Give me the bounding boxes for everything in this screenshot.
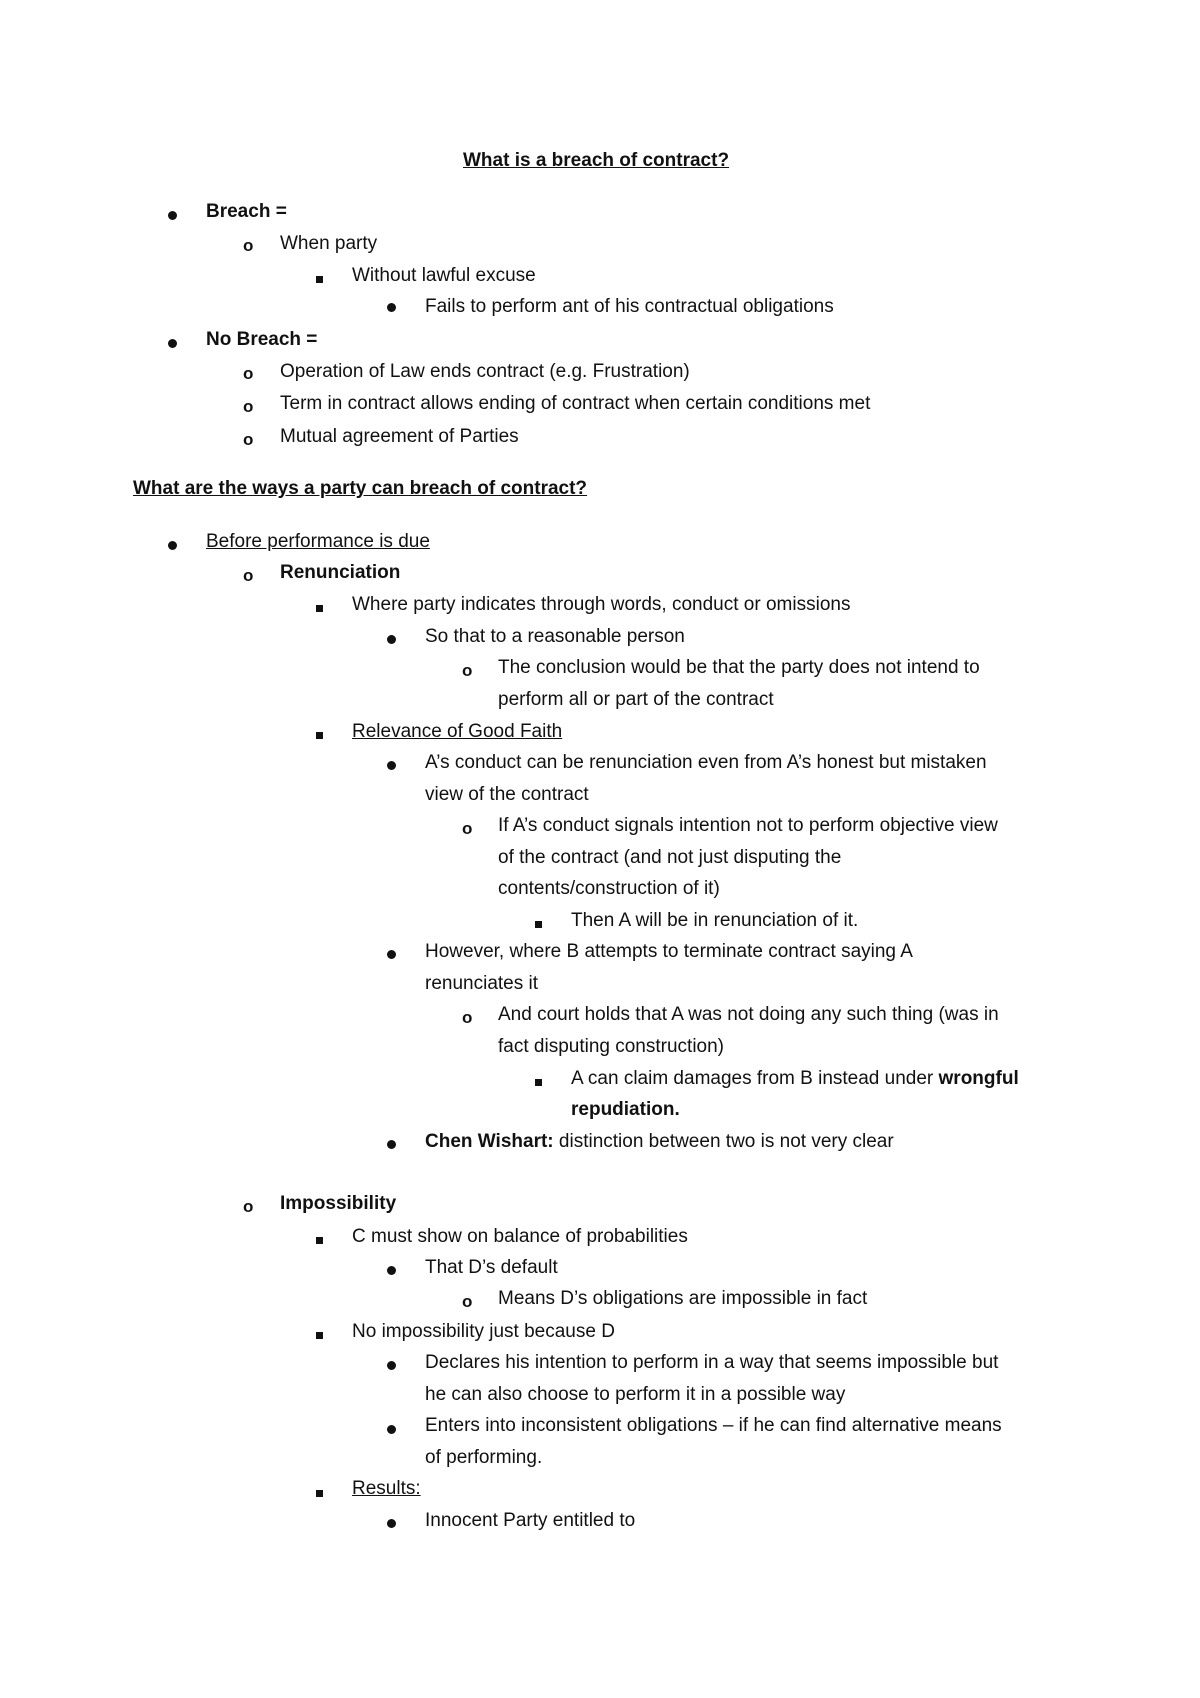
- list-item: A can claim damages from B instead under wrongful: [571, 1068, 1019, 1089]
- breach-label: Breach =: [206, 201, 287, 222]
- list-item: However, where B attempts to terminate contract saying A: [425, 941, 913, 962]
- bullet-square: [316, 722, 323, 746]
- list-item: Before performance is due: [206, 531, 430, 552]
- bullet-dot: [168, 203, 177, 227]
- bullet-dot: [387, 1417, 396, 1441]
- bullet-square: [316, 595, 323, 619]
- list-item: A’s conduct can be renunciation even from A’s honest but mistaken: [425, 752, 987, 773]
- section-heading: What are the ways a party can breach of contract?: [133, 478, 588, 499]
- list-item: Mutual agreement of Parties: [280, 426, 519, 447]
- list-item: Where party indicates through words, conduct or omissions: [352, 594, 851, 615]
- bullet-square: [535, 1069, 542, 1093]
- list-item: No impossibility just because D: [352, 1321, 615, 1342]
- impossibility-label: Impossibility: [280, 1193, 397, 1214]
- bullet-circle: o: [243, 430, 254, 449]
- list-item: Relevance of Good Faith: [352, 721, 563, 742]
- bullet-dot: [168, 331, 177, 355]
- bullet-circle: o: [462, 1292, 473, 1311]
- bullet-dot: [387, 1353, 396, 1377]
- list-item: Means D’s obligations are impossible in fact: [498, 1288, 868, 1309]
- list-item-continued: he can also choose to perform it in a possible way: [425, 1384, 846, 1405]
- list-item-continued: of performing.: [425, 1447, 543, 1468]
- bullet-circle: o: [243, 1197, 254, 1216]
- list-item: C must show on balance of probabilities: [352, 1226, 688, 1247]
- bullet-square: [316, 266, 323, 290]
- list-item: So that to a reasonable person: [425, 626, 685, 647]
- bullet-dot: [387, 1258, 396, 1282]
- bullet-dot: [168, 533, 177, 557]
- bullet-square: [316, 1227, 323, 1251]
- bullet-dot: [387, 1132, 396, 1156]
- page-title: What is a breach of contract?: [463, 150, 730, 171]
- list-item: Enters into inconsistent obligations – if he can find alternative means: [425, 1415, 1002, 1436]
- bullet-circle: o: [243, 236, 254, 255]
- bullet-dot: [387, 753, 396, 777]
- list-item-continued: contents/construction of it): [498, 878, 720, 899]
- list-item: Innocent Party entitled to: [425, 1510, 636, 1531]
- list-item: Results:: [352, 1478, 421, 1499]
- bullet-circle: o: [462, 1008, 473, 1027]
- bullet-circle: o: [462, 819, 473, 838]
- list-item-continued: renunciates it: [425, 973, 539, 994]
- bullet-circle: o: [243, 397, 254, 416]
- renunciation-label: Renunciation: [280, 562, 401, 583]
- list-item: Without lawful excuse: [352, 265, 536, 286]
- list-item: Operation of Law ends contract (e.g. Frustration): [280, 361, 690, 382]
- list-item-continued: repudiation.: [571, 1099, 680, 1120]
- list-item: And court holds that A was not doing any such thing (was in: [498, 1004, 999, 1025]
- bullet-circle: o: [462, 661, 473, 680]
- list-item: Chen Wishart: distinction between two is not very clear: [425, 1131, 894, 1152]
- bullet-circle: o: [243, 566, 254, 585]
- list-item-continued: perform all or part of the contract: [498, 689, 774, 710]
- list-item: Declares his intention to perform in a way that seems impossible but: [425, 1352, 999, 1373]
- list-item-continued: fact disputing construction): [498, 1036, 725, 1057]
- bullet-dot: [387, 627, 396, 651]
- bullet-dot: [387, 1511, 396, 1535]
- list-item: The conclusion would be that the party does not intend to: [498, 657, 980, 678]
- no-breach-label: No Breach =: [206, 329, 318, 350]
- bullet-square: [316, 1322, 323, 1346]
- list-item-continued: view of the contract: [425, 784, 589, 805]
- bullet-dot: [387, 942, 396, 966]
- list-item: Then A will be in renunciation of it.: [571, 910, 859, 931]
- bullet-square: [535, 911, 542, 935]
- bullet-dot: [387, 295, 396, 319]
- bullet-square: [316, 1480, 323, 1504]
- list-item: That D’s default: [425, 1257, 558, 1278]
- list-item-continued: of the contract (and not just disputing the: [498, 847, 842, 868]
- list-item: When party: [280, 233, 378, 254]
- list-item: Term in contract allows ending of contract when certain conditions met: [280, 393, 871, 414]
- bullet-circle: o: [243, 364, 254, 383]
- list-item: Fails to perform ant of his contractual obligations: [425, 296, 834, 317]
- list-item: If A’s conduct signals intention not to perform objective view: [498, 815, 998, 836]
